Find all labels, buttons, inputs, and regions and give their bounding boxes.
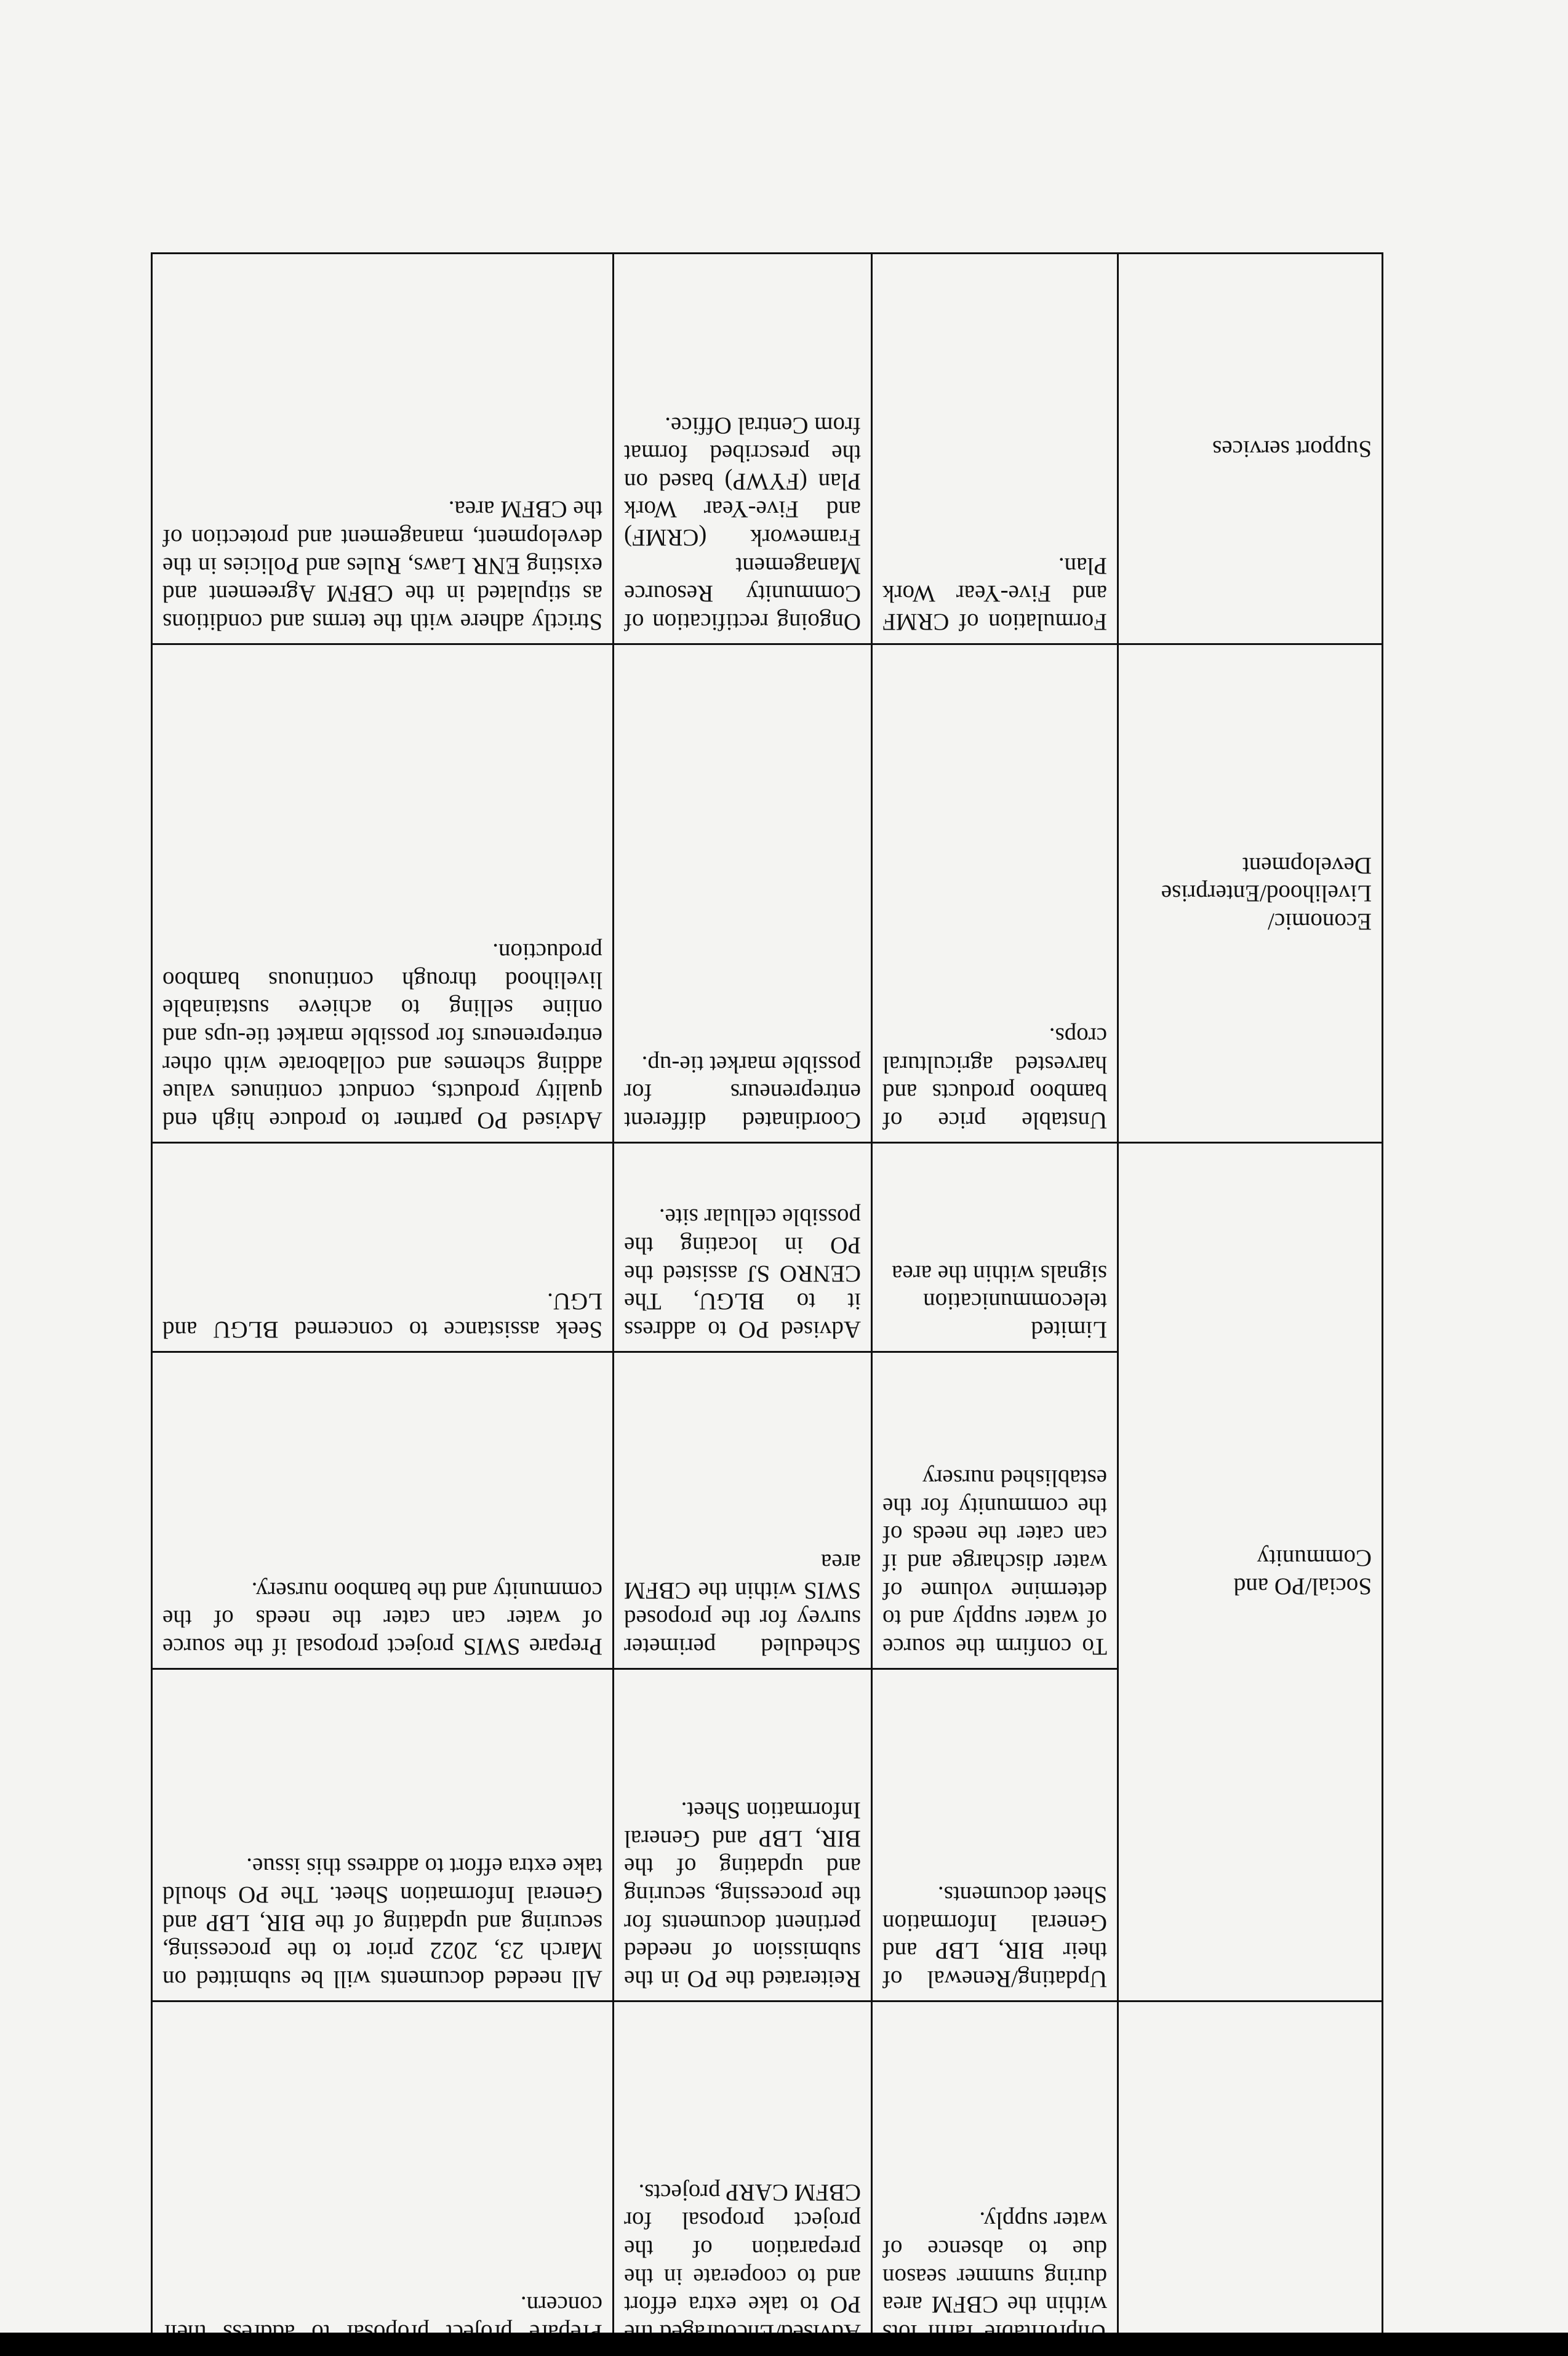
cbfm-issues-table: [151, 252, 1383, 2356]
action-cell: Reiterated the PO in the submission of needed pertinent documents for the processing, securing and updating of the BIR, LBP and General Information Sheet.: [614, 1669, 872, 2001]
area-cell: Social/PO and Community: [1118, 1143, 1383, 2001]
table-row: [152, 2001, 1383, 2355]
recommendation-cell: All needed documents will be submitted on March 23, 2022 prior to the processing, securing and updating of the BIR, LBP and General Information Sheet. The PO should take extra effort to address this issue.: [152, 1669, 614, 2001]
issue-cell: Limited telecommunication signals within the area: [872, 1143, 1118, 1352]
area-cell: [1118, 2001, 1383, 2355]
issue-cell: To confirm the source of water supply and to determine volume of water discharge and if can cater the needs of the community for the established nursery: [872, 1352, 1118, 1669]
action-cell: PO to take extra effort and to cooperate in the preparation of the project proposal for CBFM CARP projects.: [614, 2001, 872, 2355]
recommendation-cell: Prepare SWIS project proposal if the source of water can cater the needs of the community and the bamboo nursery.: [152, 1352, 614, 1669]
table-row: [152, 644, 1383, 1143]
table-row: [152, 1669, 1383, 2001]
recommendation-cell: concern.: [152, 2001, 614, 2355]
issue-cell: Updating/Renewal of their BIR, LBP and General Information Sheet documents.: [872, 1669, 1118, 2001]
issue-cell: within the CBFM area during summer season due to absence of water supply.: [872, 2001, 1118, 2355]
issue-cell: Unstable price of bamboo products and harvested agricultural crops.: [872, 644, 1118, 1143]
action-cell: Coordinated different entrepreneurs for possible market tie-up.: [614, 644, 872, 1143]
recommendation-cell: Seek assistance to concerned BLGU and LGU.: [152, 1143, 614, 1352]
recommendation-cell: Advised PO partner to produce high end quality products, conduct continues value adding schemes and collaborate with other entrepreneurs for possible market tie-ups and online selling to achieve sustainable livelihood through continuous bamboo production.: [152, 644, 614, 1143]
action-cell: Advised PO to address it to BLGU, The CENRO SJ assisted the PO in locating the possible cellular site.: [614, 1143, 872, 1352]
recommendation-cell: Strictly adhere with the terms and conditions as stipulated in the CBFM Agreement and existing ENR Laws, Rules and Policies in the development, management and protection of the CBFM area.: [152, 254, 614, 644]
table-row: [152, 254, 1383, 644]
area-cell: Economic/ Livelihood/Enterprise Development: [1118, 644, 1383, 1143]
action-cell: Ongoing rectification of Community Resource Management Framework (CRMF) and Five-Year Work Plan (FYWP) based on the prescribed format from Central Office.: [614, 254, 872, 644]
issue-cell: Formulation of CRMF and Five-Year Work Plan.: [872, 254, 1118, 644]
area-cell: Support services: [1118, 254, 1383, 644]
scan-edge-bar: [0, 2333, 1568, 2356]
action-cell: Scheduled perimeter survey for the proposed SWIS within the CBFM area: [614, 1352, 872, 1669]
